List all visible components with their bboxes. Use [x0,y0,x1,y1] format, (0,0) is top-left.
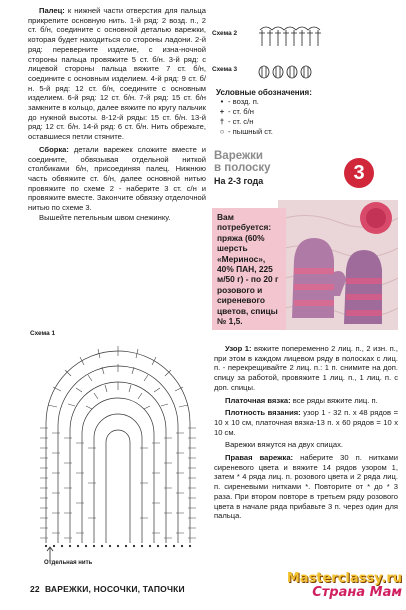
article-body [214,344,398,521]
text-pattern1: вяжите попеременно 2 лиц. п., 2 изн. п., при этом в каждом лицевом ряду в полосках с лиц. п. - перекрещивайте 2 лиц. п.: 1 п. снимите на доп. спицу за работой, провяжите 1 лиц. п., 1 лиц. п. с доп. спицы. [214,344,398,392]
paragraph-embroidery [28,213,206,223]
legend-title: Условные обозначения: [216,88,312,97]
text-two-needles: Варежки вяжутся на двух спицах. [225,440,343,450]
legend-item-sc [216,107,396,117]
legend-item-dc [216,117,396,127]
mittens-illustration [278,200,398,330]
materials-text: Вам потребуется: пряжа (60% шерсть «Меринос», 40% ПАН, 225 м/50 г) - по 20 г розового и сиреневого цветов, спицы № 1,5. [217,212,279,327]
pattern-number-badge: 3 [344,158,374,188]
legend-item-chain [216,97,396,107]
scheme2-diagram [256,22,326,52]
legend-text: - возд. п. [228,97,259,106]
paragraph-finger [28,6,206,142]
article-title-line1: Варежки [214,150,263,162]
paragraph-pattern1 [214,344,398,393]
lead-gauge: Плотность вязания: [225,408,301,418]
text-embroidery: Вышейте петельным швом снежинку. [39,212,171,222]
watermark-logo [287,572,402,600]
text-finger: к нижней части отверстия для пальца прикрепите основную нить. 1-й ряд: 2 возд. п., 2 ст. б/н, соедините с основной деталью варежки, которая будет находиться со стороны ладони. 2-й ряд: переверните изделие, с изна-ночной стороны пальца провяжите 5 ст. б/н. 3-й ряд: с лицевой стороны пальца вяжите 7 ст. б/н, соедините с основным изделием. 4-й ряд: 9 ст. б/н. 5-й ряд: 12 ст. б/н, соедините с основным изделием. 6-й ряд: 12 ст. б/н. 7-й ряд: 15 ст. б/н замкните в кольцо, далее вяжите по кругу пальчик до нужной высоты. 8-12-й ряды: 15 ст. б/н. 13-й ряд: 12 ст. б/н. 14-й ряд: 6 ст. б/н. Нить обрежьте, оставшиеся петли стяните. [28,6,206,142]
paragraph-assembly [28,145,206,213]
lead-pattern1: Узор 1: [225,344,252,353]
lead-assembly: Сборка: [39,144,69,154]
legend-text: - пышный ст. [228,127,273,136]
scheme3-label: Схема 3 [212,66,238,73]
page-footer [30,584,185,594]
lead-right-mitten: Правая варежка: [225,453,294,463]
scheme2-label: Схема 2 [212,30,238,37]
paragraph-garter [214,396,398,406]
double-crochet-icon: † [219,117,225,126]
footer-title: ВАРЕЖКИ, НОСОЧКИ, ТАПОЧКИ [44,584,185,594]
text-right-mitten: наберите 30 п. нитками сиреневого цвета и вяжите 14 рядов узором 1, затем * 4 ряда лиц. п. розового цвета и 2 ряда лиц. п. сиреневыми нитками *. Повторите от * до * 3 раза. При втором повторе в третьем ряду розового цвета в начале ряда прибавьте 3 п. через один для пальца. [214,453,398,521]
lead-garter: Платочная вязка: [225,395,291,405]
article-header [214,150,344,186]
chain-stitch-icon: • [220,97,224,106]
scheme1-diagram [28,338,208,568]
legend-text: - ст. б/н [228,107,254,116]
text-garter: все ряды вяжите лиц. п. [290,395,378,405]
puff-stitch-icon: ○ [219,127,225,136]
paragraph-two-needles [214,440,398,450]
scheme1-label: Схема 1 [30,330,56,337]
scheme3-diagram [256,64,316,80]
page-number: 22 [30,584,40,594]
legend-item-puff [216,127,396,137]
text-assembly: детали варежек сложите вместе и соедините, обвязывая отдельной нитко​й столбиками б/н, присоединяя палец. Нижнюю часть обвяжите ст. б/н, далее основной нитью провяжите по схеме 2 - наберите 3 ст. с/н и провяжите вместе. Закончите обвязку отделочной нитью по схеме 3. [28,144,206,213]
materials-box [212,208,286,330]
watermark-sub: Страна Мам [312,585,402,600]
article-title-line2: в полоску [214,162,271,174]
legend [216,84,396,137]
lead-finger: Палец: [39,6,65,15]
thread-label: Отдельная нить [44,560,93,566]
watermark-brand: Masterclassy.ru [286,571,402,586]
article-subtitle: На 2-3 года [214,176,264,186]
mittens-photo [278,200,398,330]
text-gauge: узор 1 - 32 п. х 48 рядов = 10 х 10 см, платочная вязка-13 п. х 60 рядов = 10 х 10 см. [214,408,398,437]
left-column [28,6,206,222]
right-mitten [344,250,382,324]
legend-text: - ст. с/н [228,117,254,126]
paragraph-gauge [214,408,398,437]
paragraph-right-mitten [214,453,398,521]
single-crochet-icon: + [219,107,225,116]
